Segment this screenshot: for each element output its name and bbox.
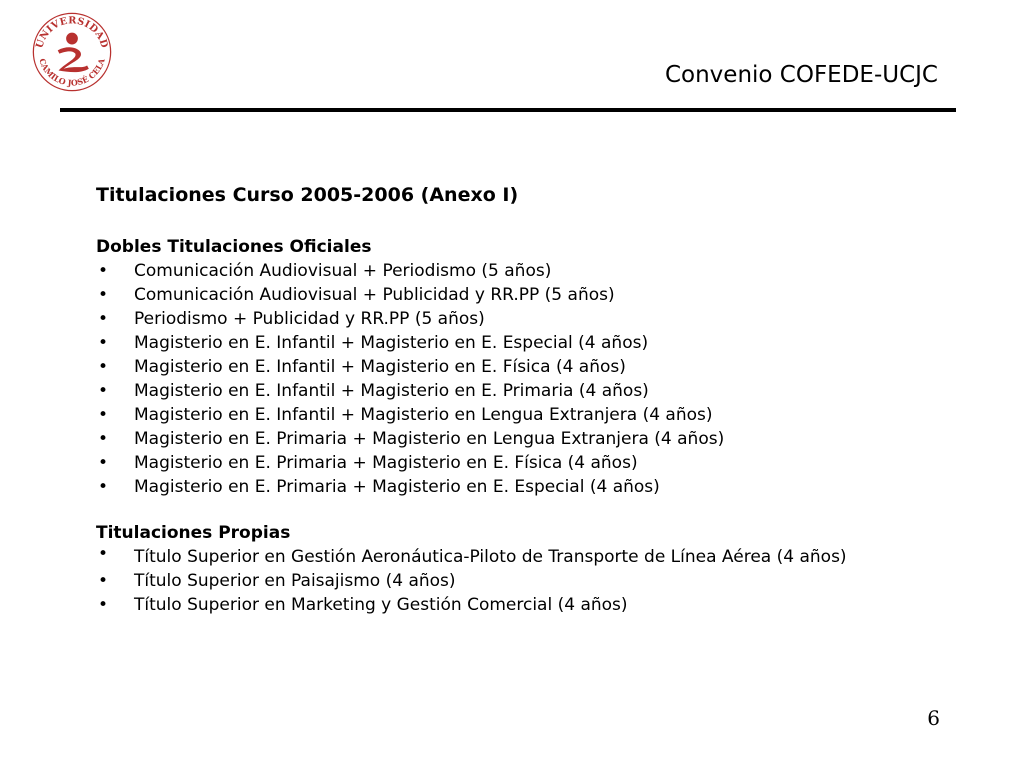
slide-content: [96, 181, 936, 617]
list-item: • Periodismo + Publicidad y RR.PP (5 años): [98, 309, 485, 329]
list-item: • Magisterio en E. Infantil + Magisterio en E. Física (4 años): [98, 357, 626, 377]
bullet: •: [98, 309, 109, 329]
section-heading-dobles: Dobles Titulaciones Oficiales: [96, 237, 372, 257]
bullet: •: [98, 571, 109, 591]
list-item: • Título Superior en Paisajismo (4 años): [98, 571, 456, 591]
header-title: Convenio COFEDE-UCJC: [664, 62, 938, 88]
list-item: • Magisterio en E. Primaria + Magisterio en Lengua Extranjera (4 años): [98, 429, 725, 449]
header-divider: [60, 108, 956, 112]
bullet: •: [98, 544, 109, 564]
list-item: • Comunicación Audiovisual + Periodismo (5 años): [98, 261, 552, 281]
slide-title: Titulaciones Curso 2005-2006 (Anexo I): [96, 184, 519, 206]
bullet: •: [98, 261, 109, 281]
list-titulaciones-propias: [96, 545, 936, 617]
section-heading-propias: Titulaciones Propias: [96, 523, 291, 543]
bullet: •: [98, 477, 109, 497]
bullet: •: [98, 285, 109, 305]
bullet: •: [98, 453, 109, 473]
bullet: •: [98, 333, 109, 353]
page-number: 6: [927, 706, 940, 730]
list-dobles-titulaciones: [96, 259, 936, 499]
list-item: • Título Superior en Marketing y Gestión Comercial (4 años): [98, 595, 628, 615]
bullet: •: [98, 595, 109, 615]
list-item: • Magisterio en E. Primaria + Magisterio en E. Física (4 años): [98, 453, 638, 473]
bullet: •: [98, 357, 109, 377]
svg-text:CAMILO JOSÉ CELA: CAMILO JOSÉ CELA: [37, 57, 107, 88]
list-item: • Magisterio en E. Primaria + Magisterio en E. Especial (4 años): [98, 477, 660, 497]
section-spacer: [96, 499, 936, 521]
list-item: • Magisterio en E. Infantil + Magisterio en E. Primaria (4 años): [98, 381, 649, 401]
university-seal-icon: [30, 10, 114, 94]
list-item: • Magisterio en E. Infantil + Magisterio en E. Especial (4 años): [98, 333, 649, 353]
bullet: •: [98, 381, 109, 401]
university-logo: [30, 10, 114, 94]
bullet: •: [98, 429, 109, 449]
bullet: •: [98, 405, 109, 425]
list-item: • Magisterio en E. Infantil + Magisterio en Lengua Extranjera (4 años): [98, 405, 713, 425]
list-item: • Comunicación Audiovisual + Publicidad y RR.PP (5 años): [98, 285, 615, 305]
svg-text:UNIVERSIDAD: UNIVERSIDAD: [34, 15, 110, 50]
list-item: • Título Superior en Gestión Aeronáutica-Piloto de Transporte de Línea Aérea (4 años): [98, 544, 847, 567]
